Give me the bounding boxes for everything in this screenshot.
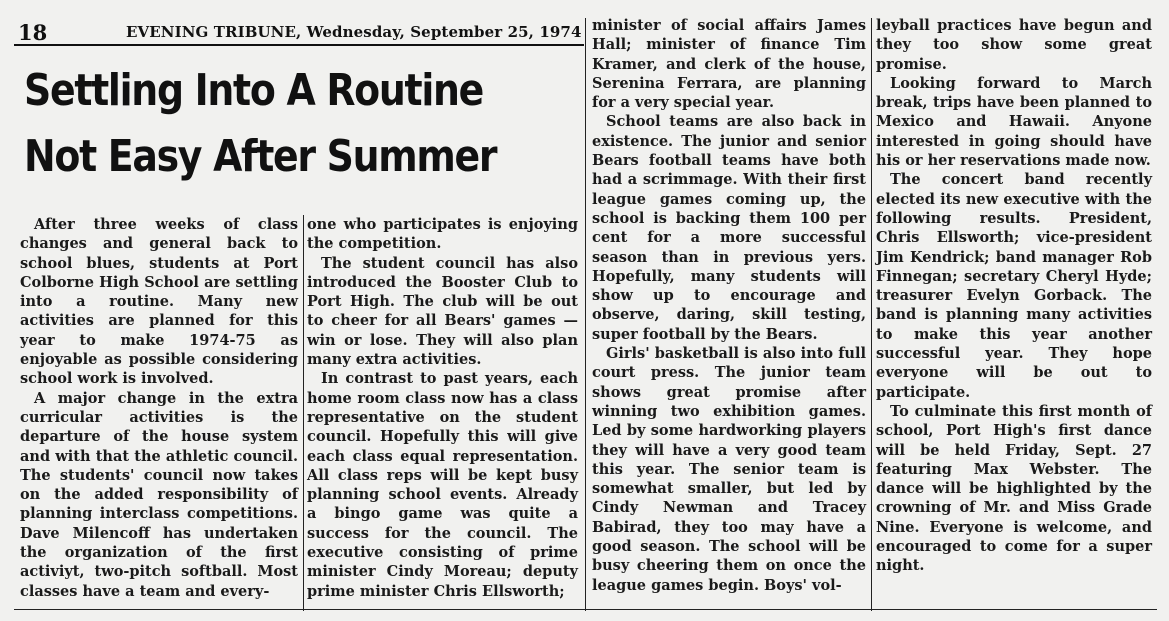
bottom-rule [14, 609, 1157, 610]
paragraph: The concert band recently elected its new executive with the following results. President, Chris Ellsworth; vice-president Jim Kendrick; band manager Rob Finnegan; secretary Cheryl Hyde; treasurer Evelyn Gorback. The band is planning many activities to make this year another successful year. They hope everyone will be out to participate. [876, 171, 1152, 401]
column-divider [871, 18, 872, 611]
article-column-1 [20, 215, 298, 601]
paragraph: minister of social affairs James Hall; minister of finance Tim Kramer, and clerk of the house, Serenina Ferrara, are planning for a very special year. [592, 17, 866, 112]
masthead-dateline: EVENING TRIBUNE, Wednesday, September 25, 1974 [126, 23, 582, 41]
paragraph: A major change in the extra curricular activities is the departure of the house system and with that the athletic council. The students' council now takes on the added responsibility of planning interclass competitions. Dave Milencoff has undertaken the organization of the first activiyt, two-pitch softball. Most classes have a team and every- [20, 389, 298, 600]
page-number: 18 [18, 20, 48, 45]
paragraph: After three weeks of class changes and general back to school blues, students at Port Colborne High School are settling into a routine. Many new activities are planned for this year to make 1974-75 as enjoyable as possible considering school work is involved. [20, 216, 298, 388]
column-divider [303, 215, 304, 611]
paragraph: The student council has also introduced the Booster Club to Port High. The club will be out to cheer for all Bears' games — win or lose. They will also plan many extra activities. [307, 254, 578, 369]
paragraph: one who participates is enjoying the competition. [307, 216, 578, 253]
folio-line [14, 20, 584, 46]
paragraph: Looking forward to March break, trips have been planned to Mexico and Hawaii. Anyone interested in going should have his or her reservations made now. [876, 74, 1152, 170]
paragraph: School teams are also back in existence. The junior and senior Bears football teams have both had a scrimmage. With their first league games coming up, the school is backing them 100 per cent for a more successful season than in previous yers. Hopefully, many students will show up to encourage and observe, daring, skill testing, super football by the Bears. [592, 113, 866, 343]
headline [24, 58, 506, 190]
headline-line-1: Settling Into A Routine [24, 65, 484, 116]
article-column-4 [876, 16, 1152, 576]
article-column-3 [592, 16, 866, 595]
paragraph: In contrast to past years, each home room class now has a class representative on the student council. Hopefully this will give each class equal representation. All class reps will be kept busy planning school events. Already a bingo game was quite a success for the council. The executive consisting of prime minister Cindy Moreau; deputy prime minister Chris Ellsworth; [307, 370, 578, 600]
paragraph: leyball practices have begun and they too show some great promise. [876, 17, 1152, 73]
column-divider [585, 18, 586, 611]
article-column-2 [307, 215, 578, 601]
paragraph: To culminate this first month of school, Port High's first dance will be held Friday, Sept. 27 featuring Max Webster. The dance will be highlighted by the crowning of Mr. and Miss Grade Nine. Everyone is welcome, and encouraged to come for a super night. [876, 402, 1152, 575]
headline-line-2: Not Easy After Summer [24, 131, 497, 182]
paragraph: Girls' basketball is also into full court press. The junior team shows great promise after winning two exhibition games. Led by some hardworking players they will have a very good team this year. The senior team is somewhat smaller, but led by Cindy Newman and Tracey Babirad, they too may have a good season. The school will be busy cheering them on once the league games begin. Boys' vol- [592, 345, 866, 594]
folio-rule [14, 44, 584, 46]
